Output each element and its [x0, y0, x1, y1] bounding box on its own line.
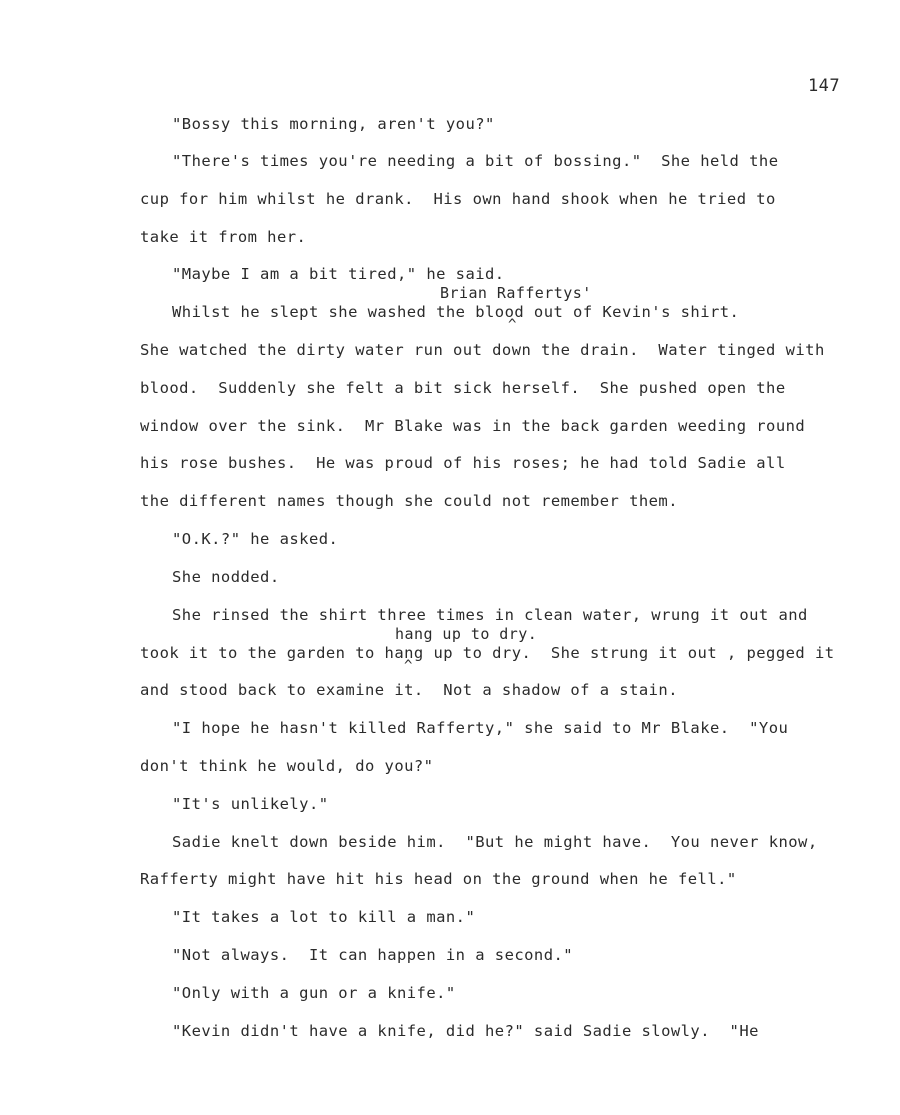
text-line-1: "Bossy this morning, aren't you?": [172, 115, 495, 133]
text-line-15: took it to the garden to hang up to dry. She strung it out , pegged it: [140, 644, 835, 662]
insertion-caret-icon: ^: [508, 317, 517, 333]
text-line-14: She rinsed the shirt three times in clean water, wrung it out and: [172, 606, 808, 624]
text-line-11: the different names though she could not remember them.: [140, 492, 678, 510]
text-line-5: "Maybe I am a bit tired," he said.: [172, 265, 505, 283]
text-line-9: window over the sink. Mr Blake was in the back garden weeding round: [140, 417, 806, 435]
text-line-17: "I hope he hasn't killed Rafferty," she said to Mr Blake. "You: [172, 719, 789, 737]
insertion-caret-icon-2: ^: [404, 658, 413, 674]
text-line-22: "It takes a lot to kill a man.": [172, 908, 476, 926]
text-line-24: "Only with a gun or a knife.": [172, 984, 456, 1002]
text-line-2: "There's times you're needing a bit of bossing." She held the: [172, 152, 779, 170]
text-line-13: She nodded.: [172, 568, 280, 586]
text-line-20: Sadie knelt down beside him. "But he might have. You never know,: [172, 833, 818, 851]
text-line-6: Whilst he slept she washed the blood out of Kevin's shirt.: [172, 303, 740, 321]
text-line-18: don't think he would, do you?": [140, 757, 434, 775]
text-line-16: and stood back to examine it. Not a shadow of a stain.: [140, 681, 678, 699]
text-line-23: "Not always. It can happen in a second.": [172, 946, 574, 964]
handwritten-insertion-hang-up: hang up to dry.: [395, 625, 538, 643]
text-line-3: cup for him whilst he drank. His own hand shook when he tried to: [140, 190, 776, 208]
text-line-25: "Kevin didn't have a knife, did he?" said Sadie slowly. "He: [172, 1022, 759, 1040]
text-line-10: his rose bushes. He was proud of his roses; he had told Sadie all: [140, 454, 786, 472]
text-line-4: take it from her.: [140, 228, 307, 246]
text-line-7: She watched the dirty water run out down the drain. Water tinged with: [140, 341, 825, 359]
text-line-8: blood. Suddenly she felt a bit sick herself. She pushed open the: [140, 379, 786, 397]
text-line-21: Rafferty might have hit his head on the ground when he fell.": [140, 870, 737, 888]
text-line-19: "It's unlikely.": [172, 795, 329, 813]
handwritten-insertion-brian: Brian Raffertys': [440, 284, 592, 302]
text-line-12: "O.K.?" he asked.: [172, 530, 339, 548]
page-number: 147: [808, 76, 841, 96]
